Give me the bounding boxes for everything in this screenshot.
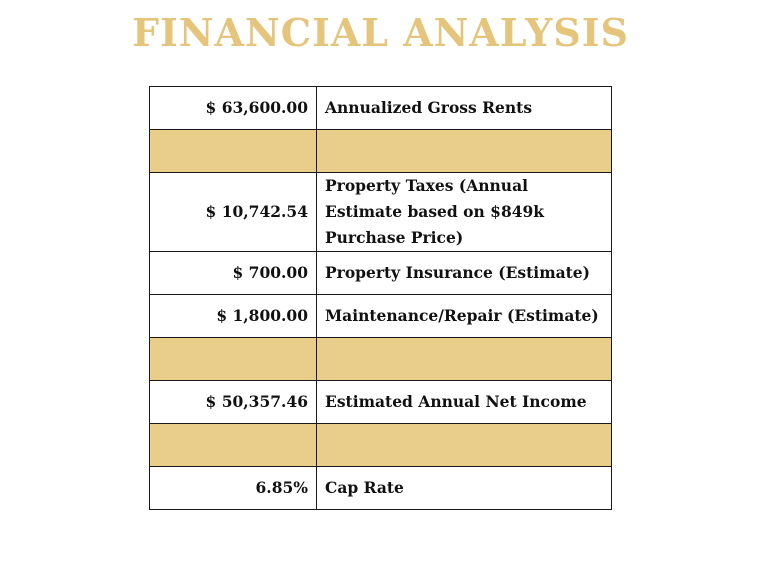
label-cell: Property Insurance (Estimate) xyxy=(317,252,612,295)
table-row xyxy=(150,295,612,338)
label-cell xyxy=(317,424,612,467)
separator-row xyxy=(150,338,612,381)
amount-cell: $ 10,742.54 xyxy=(150,173,317,252)
label-cell: Annualized Gross Rents xyxy=(317,87,612,130)
separator-row xyxy=(150,424,612,467)
separator-row xyxy=(150,130,612,173)
label-cell: Property Taxes (Annual Estimate based on $849k Purchase Price) xyxy=(317,173,612,252)
amount-cell xyxy=(150,338,317,381)
amount-cell: $ 700.00 xyxy=(150,252,317,295)
table-row xyxy=(150,467,612,510)
table-row xyxy=(150,381,612,424)
amount-cell xyxy=(150,130,317,173)
label-cell xyxy=(317,130,612,173)
page-title: FINANCIAL ANALYSIS xyxy=(132,10,629,55)
amount-cell xyxy=(150,424,317,467)
table-row xyxy=(150,252,612,295)
label-cell: Cap Rate xyxy=(317,467,612,510)
financial-table xyxy=(149,86,612,510)
table-row xyxy=(150,173,612,252)
amount-cell: $ 63,600.00 xyxy=(150,87,317,130)
amount-cell: 6.85% xyxy=(150,467,317,510)
label-cell: Estimated Annual Net Income xyxy=(317,381,612,424)
label-cell: Maintenance/Repair (Estimate) xyxy=(317,295,612,338)
amount-cell: $ 50,357.46 xyxy=(150,381,317,424)
amount-cell: $ 1,800.00 xyxy=(150,295,317,338)
label-cell xyxy=(317,338,612,381)
table-row xyxy=(150,87,612,130)
